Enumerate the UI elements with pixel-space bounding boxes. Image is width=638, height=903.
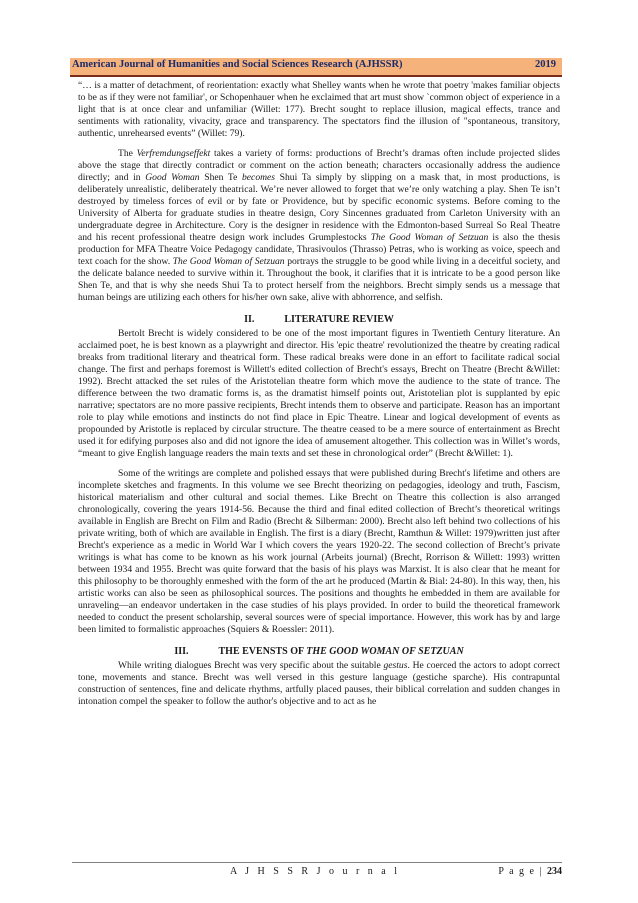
text-run: Shui Ta simply by slipping on a mask that, in most productions, is deliberately unrealistic, deliberately theatrical. We’re never allowed to forget that we’re only watching a play. Shen Te isn’t destroyed by timeless forces of evil or by fate or Providence, but by specific economic systems. Before coming to the University of Alberta for graduate studies in theatre design, Cory Sincennes graduated from Carleton University with an undergraduate degree in Architecture. Cory is the designer in residence with the Edmonton-based Surreal So Real Theatre and his recent professional theatre design work includes Grumplestocks — [78, 172, 560, 243]
paragraph-dialogues — [78, 660, 560, 708]
page-label: P a g e | — [498, 866, 547, 877]
paragraph-text: “… is a matter of detachment, of reorientation: exactly what Shelley wants when he wrote that poetry 'makes familiar objects to be as if they were not familiar', or Schopenhauer when he exclaimed that art must show `common object of experience in a light that is at once clear and unfamiliar (Willet: 177). Brecht sought to replace illusion, magical effects, trance and sentiments with rationality, vivacity, grace and transparency. The spectators find the illusion of "spontaneous, transitory, authentic, unrehearsed events” (Willet: 79). — [78, 80, 560, 139]
footer-page — [498, 866, 562, 877]
section-number: III. — [174, 646, 189, 657]
paragraph-writings — [78, 468, 560, 636]
italic-term: Verfremdungseffekt — [136, 148, 211, 159]
article-body — [78, 80, 560, 716]
page-footer — [72, 862, 562, 879]
text-run: The — [118, 148, 137, 159]
section-title: LITERATURE REVIEW — [284, 314, 394, 325]
section-number: II. — [244, 314, 255, 325]
italic-word: becomes — [242, 172, 276, 183]
italic-title: Good Woman — [145, 172, 200, 183]
italic-title: The Good Woman of Setzuan — [370, 232, 489, 243]
journal-title: American Journal of Humanities and Social Sciences Research (AJHSSR) — [72, 59, 403, 70]
paragraph-text: Bertolt Brecht is widely considered to be one of the most important figures in Twentieth Century literature. An acclaimed poet, he is best known as a playwright and director. His 'epic theatre' revolutionized the theatre by creating radical breaks from traditional literary and theatrical form. These radical breaks were done in an effort to facilitate radical social change. The first and perhaps foremost is Willett's edited collection of Brecht's essays, Brecht on Theatre (Brecht &Willet: 1992). Brecht attacked the set rules of the Aristotelian theatre form which move the audience to the state of trance. The difference between the two dramatic forms is, as the dramatist himself points out, Aristotelian plot is supplanted by epic narrative; spectators are no more passive recipients, Brecht intends them to observe and participate. Reason has an important role to play while emotions and instincts do not find place in Epic Theatre. Linear and logical development of events as propounded by Aristotle is replaced by circular structure. The theatre ceased to be a mere source of entertainment as Brecht used it for edifying purposes also and did not ignore the idea of amusement altogether. This collection was in Willet’s words, “meant to give English language readers the main texts and set these in chronological order” (Brecht &Willet: 1). — [78, 328, 560, 459]
text-run: Shen Te — [199, 172, 242, 183]
paragraph-verfremdungseffekt — [78, 148, 560, 304]
italic-title: The Good Woman of Setzuan — [172, 256, 285, 267]
paragraph-brecht-intro — [78, 328, 560, 460]
paragraph-text: Some of the writings are complete and polished essays that were published during Brecht's lifetime and others are incomplete sketches and fragments. In this volume we see Brecht theorizing on pedagogies, ideology and truth, Fascism, historical materialism and other cultural and social themes. Like Brecht on Theatre this collection is also arranged chronologically, covering the years 1914-56. Because the third and final edited collection of Brecht’s theoretical writings available in English are Brecht on Film and Radio (Brecht & Silberman: 2000). Brecht also left behind two collections of his private writing, both of which are available in English. The first is a diary (Brecht, Ramthun & Willet: 1979)written just after Brecht's experience as a medic in World War I which covers the years 1920-22. The second collection of Brecht’s private writings is what has come to be known as his work journal (Arbeits journal) (Brecht, Rorrison & Willett: 1993) written between 1934 and 1955. Brecht was quite forward that the basis of his plays was Marxist. It is also clear that he meant for this philosophy to be thoroughly enmeshed with the form of the art he produced (Martin & Bial: 24-80). In this way, then, his artistic works can also be seen as philosophical sources. The positions and thoughts he embedded in them are available for unraveling—an endeavor undertaken in the case studies of his plays provided. In order to build the theoretical framework needed to conduct the present scholarship, several sources were of special importance. However, this work has by and large been limited to formalistic approaches (Squiers & Roessler: 2011). — [78, 468, 560, 635]
footer-journal-name: A J H S S R J o u r n a l — [230, 866, 401, 877]
italic-term: gestus — [383, 660, 408, 671]
journal-year: 2019 — [535, 59, 556, 70]
section-title-italic: THE GOOD WOMAN OF SETZUAN — [306, 646, 464, 657]
section-heading-events — [78, 646, 560, 658]
section-heading-literature-review — [78, 314, 560, 326]
section-title: THE EVENSTS OF — [218, 646, 307, 657]
paragraph-quote — [78, 80, 560, 140]
text-run: takes a variety of forms: productions of Brecht’s dramas often include projected slides above the stage that directly contradict or comment on the action beneath; characters occasionally address the audience directly; and in — [78, 148, 560, 183]
text-run: While writing dialogues Brecht was very specific about the suitable — [118, 660, 384, 671]
text-run: is also the thesis production for MFA Theatre Voice Pedagogy candidate, Thrasivoulos (Thrasso) Petras, who is working as voice, speech and text coach for the show. — [78, 232, 560, 267]
page-number: 234 — [547, 866, 562, 877]
text-run: portrays the struggle to be good while living in a deceitful society, and the delicate balance needed to survive within it. Throughout the book, it clarifies that it is intricate to be a good person like Shen Te, and that is why she needs Shui Ta to protect herself from the neighbors. Brecht simply sends us a message that human beings are utilizing each others for his/her own sake, alive with abhorrence, and selfish. — [78, 256, 561, 303]
journal-header-bar — [70, 58, 562, 77]
text-run: . He coerced the actors to adopt correct tone, movements and stance. Brecht was well versed in this gesture language (gestiche sparche). His contrapuntal construction of sentences, fine and delicate rhythms, artfully placed pauses, their biblical correlation and sudden changes in intonation compel the speaker to follow the author's objective and to act as he — [78, 660, 560, 707]
